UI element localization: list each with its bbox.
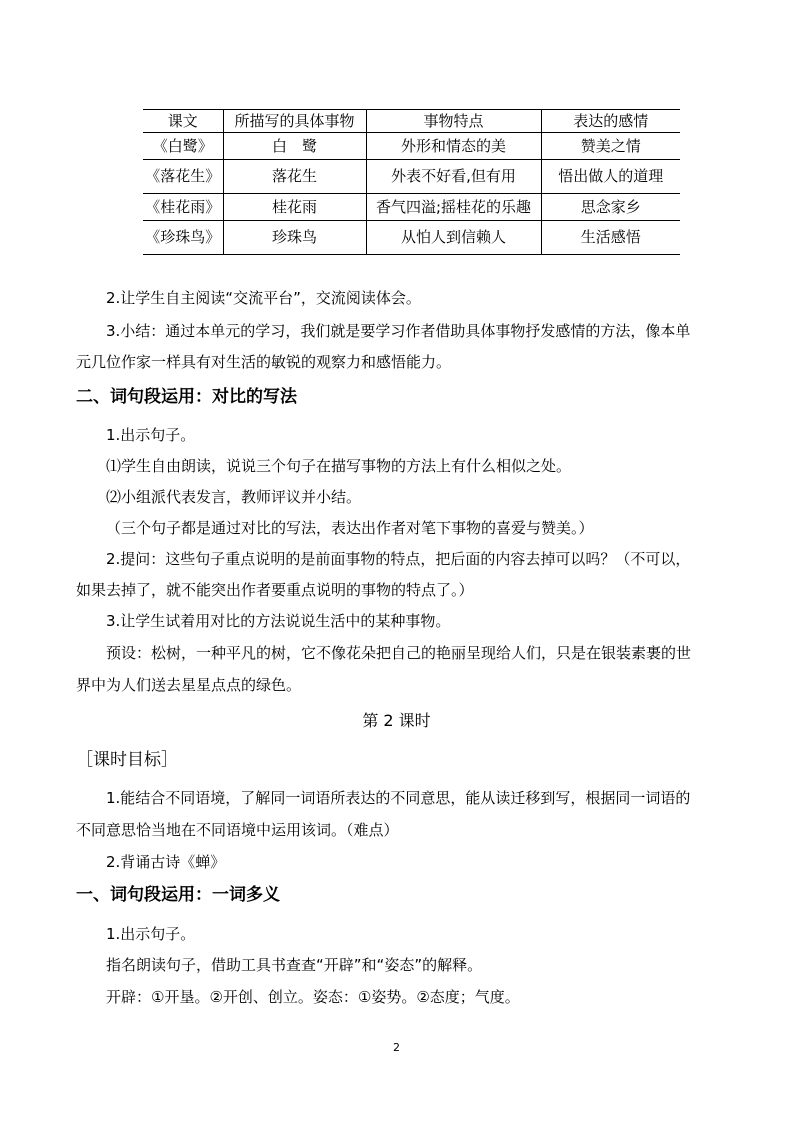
table-cell: 思念家乡 — [541, 194, 680, 221]
table-cell: 《珍珠鸟》 — [143, 221, 223, 255]
paragraph: ⑵小组派代表发言，教师评议并小结。 — [106, 488, 362, 506]
table-header-cell: 事物特点 — [366, 110, 541, 133]
section-heading: 二、词句段运用：对比的写法 — [76, 387, 297, 407]
table-cell: 生活感悟 — [541, 221, 680, 255]
paragraph: 元几位作家一样具有对生活的敏锐的观察力和感悟能力。 — [76, 353, 452, 371]
paragraph: 1.出示句子。 — [106, 925, 196, 943]
lesson-summary-table — [143, 109, 680, 255]
table-header-cell: 所描写的具体事物 — [223, 110, 366, 133]
table-header-row — [143, 110, 680, 133]
table-cell: 《落花生》 — [143, 160, 223, 194]
table-cell: 赞美之情 — [541, 133, 680, 160]
table-header-cell: 表达的感情 — [541, 110, 680, 133]
table-cell: 悟出做人的道理 — [541, 160, 680, 194]
table-cell: 落花生 — [223, 160, 366, 194]
table-row — [143, 133, 680, 160]
paragraph: 3.让学生试着用对比的方法说说生活中的某种事物。 — [106, 612, 451, 630]
table-cell: 桂花雨 — [223, 194, 366, 221]
paragraph: 界中为人们送去星星点点的绿色。 — [76, 676, 302, 694]
table-cell: 香气四溢;摇桂花的乐趣 — [366, 194, 541, 221]
paragraph: 预设：松树，一种平凡的树，它不像花朵把自己的艳丽呈现给人们，只是在银装素裹的世 — [106, 644, 692, 662]
paragraph: 1.能结合不同语境，了解同一词语所表达的不同意思，能从读迁移到写，根据同一词语的 — [106, 789, 691, 807]
table-row — [143, 194, 680, 221]
table-header-cell: 课文 — [143, 110, 223, 133]
objectives-heading: ［课时目标］ — [76, 750, 178, 770]
table-cell: 外形和情态的美 — [366, 133, 541, 160]
table-row — [143, 160, 680, 194]
paragraph: 3.小结：通过本单元的学习，我们就是要学习作者借助具体事物抒发感情的方法，像本单 — [106, 322, 691, 340]
table-cell: 白 鹭 — [223, 133, 366, 160]
table-cell: 从怕人到信赖人 — [366, 221, 541, 255]
paragraph: 如果去掉了，就不能突出作者要重点说明的事物的特点了。） — [76, 581, 474, 599]
table-cell: 《白鹭》 — [143, 133, 223, 160]
paragraph: ⑴学生自由朗读，说说三个句子在描写事物的方法上有什么相似之处。 — [106, 457, 572, 475]
paragraph: 2.让学生自主阅读“交流平台”，交流阅读体会。 — [106, 289, 421, 307]
table-cell: 《桂花雨》 — [143, 194, 223, 221]
paragraph: 2.背诵古诗《蝉》 — [106, 853, 226, 871]
table-cell: 外表不好看,但有用 — [366, 160, 541, 194]
paragraph: （三个句子都是通过对比的写法，表达出作者对笔下事物的喜爱与赞美。） — [106, 519, 594, 537]
page-number: 2 — [393, 1041, 400, 1054]
lesson-title: 第 2 课时 — [362, 711, 431, 730]
paragraph: 2.提问：这些句子重点说明的是前面事物的特点，把后面的内容去掉可以吗？（不可以， — [106, 550, 691, 568]
paragraph: 1.出示句子。 — [106, 426, 196, 444]
section-heading: 一、词句段运用：一词多义 — [76, 885, 280, 905]
paragraph: 指名朗读句子，借助工具书查查“开辟”和“姿态”的解释。 — [106, 956, 483, 974]
table-cell: 珍珠鸟 — [223, 221, 366, 255]
paragraph: 不同意思恰当地在不同语境中运用该词。（难点） — [76, 821, 399, 839]
paragraph: 开辟：①开垦。②开创、创立。姿态：①姿势。②态度；气度。 — [106, 988, 520, 1006]
table-row — [143, 221, 680, 255]
